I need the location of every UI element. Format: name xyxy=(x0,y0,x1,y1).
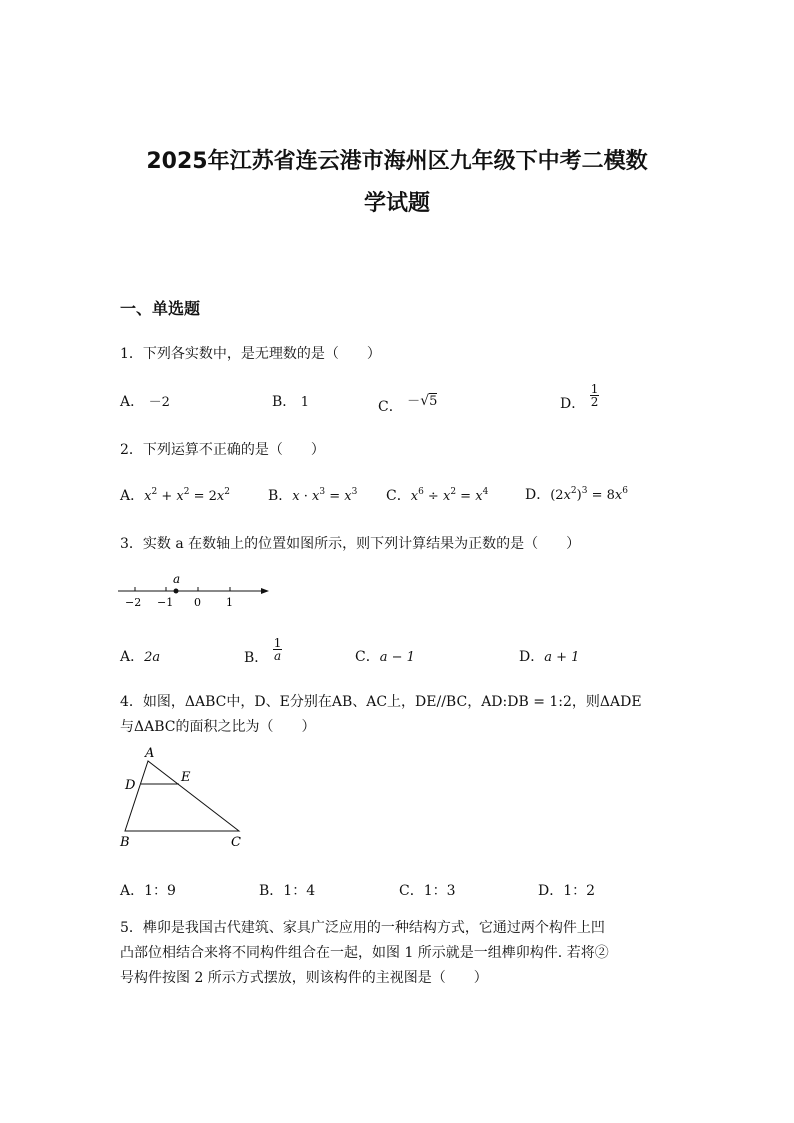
question-5-line3: 号构件按图 2 所示方式摆放，则该构件的主视图是（ ） xyxy=(120,970,488,986)
triangle-figure xyxy=(115,742,255,850)
option-prefix: － xyxy=(407,394,421,409)
arrow-icon xyxy=(261,588,269,594)
question-5-line1: 5．榫卯是我国古代建筑、家具广泛应用的一种结构方式，它通过两个构件上凹 xyxy=(120,920,605,936)
q2-option-d[interactable] xyxy=(525,484,628,504)
q4-option-a[interactable]: A．1：9 xyxy=(120,883,176,899)
numerator: 1 xyxy=(273,636,282,650)
number-line-figure xyxy=(115,570,275,612)
vertex-b-label: B xyxy=(120,835,130,850)
option-label: D． xyxy=(519,649,545,665)
option-value: 1 xyxy=(300,395,310,410)
vertex-c-label: C xyxy=(231,835,241,850)
option-label: D． xyxy=(560,395,586,412)
option-label: C． xyxy=(386,488,411,504)
q2-option-c[interactable] xyxy=(386,485,488,505)
q2-option-b[interactable] xyxy=(268,485,357,505)
tick-label: −2 xyxy=(125,596,142,609)
option-label: B． xyxy=(268,488,293,504)
q1-option-c[interactable] xyxy=(378,390,438,415)
page-title-line2: 学试题 xyxy=(363,191,430,216)
tick-label: −1 xyxy=(157,596,174,609)
option-value: a + 1 xyxy=(544,650,580,665)
q1-option-a[interactable] xyxy=(120,391,170,411)
radicand: 5 xyxy=(429,394,438,409)
point-a-label: a xyxy=(173,572,181,586)
expression: $x^6 \div x^2 = x^4$ xyxy=(410,487,489,504)
numerator: 1 xyxy=(590,382,599,396)
q4-option-c[interactable]: C．1：3 xyxy=(399,883,456,899)
expression: $(2x^2)^3 = 8x^6$ xyxy=(550,486,628,503)
q2-option-a[interactable] xyxy=(120,485,230,505)
q1-option-b[interactable] xyxy=(272,391,309,411)
tick-label: 0 xyxy=(194,596,201,609)
q4-option-b[interactable]: B．1：4 xyxy=(259,883,316,899)
question-2-text: 2．下列运算不正确的是（ ） xyxy=(120,442,325,458)
question-5-line2: 凸部位相结合来将不同构件组合在一起，如图 1 所示就是一组榫卯构件. 若将② xyxy=(120,945,609,961)
point-d-label: D xyxy=(125,778,136,793)
expression: $x^2 + x^2 = 2x^2$ xyxy=(144,487,230,504)
option-label: C． xyxy=(378,399,403,415)
question-4-line2: 与ΔABC的面积之比为（ ） xyxy=(120,719,316,735)
q4-option-d[interactable]: D．1：2 xyxy=(538,883,596,899)
page-title-line1: 2025年江苏省连云港市海州区九年级下中考二模数 xyxy=(146,149,648,174)
expression: $x \cdot x^3 = x^3$ xyxy=(292,487,358,504)
option-label: D． xyxy=(525,487,551,503)
fraction xyxy=(590,383,600,408)
fraction xyxy=(273,637,283,662)
tick-label: 1 xyxy=(226,596,233,609)
option-label: A． xyxy=(120,394,145,410)
q3-option-c[interactable] xyxy=(355,646,415,666)
q1-option-d[interactable] xyxy=(560,382,599,412)
option-label: C． xyxy=(355,649,380,665)
denominator: 2 xyxy=(590,395,599,409)
q3-option-d[interactable] xyxy=(519,646,579,666)
question-4-line1: 4．如图，ΔABC中，D、E分别在AB、AC上，DE//BC，AD:DB = 1:2，则ΔADE xyxy=(120,694,642,710)
denominator: a xyxy=(273,649,282,663)
option-label: A． xyxy=(120,649,145,665)
option-value: 2a xyxy=(144,650,161,665)
question-1-text: 1．下列各实数中，是无理数的是（ ） xyxy=(120,346,381,362)
q3-option-b[interactable] xyxy=(244,636,282,666)
point-a-dot xyxy=(174,589,179,594)
option-label: B． xyxy=(244,649,269,666)
section-heading: 一、单选题 xyxy=(120,299,201,318)
vertex-a-label: A xyxy=(145,746,155,761)
option-value: a − 1 xyxy=(379,650,415,665)
question-3-text: 3．实数 a 在数轴上的位置如图所示，则下列计算结果为正数的是（ ） xyxy=(120,536,581,552)
q3-option-a[interactable] xyxy=(120,646,160,666)
point-e-label: E xyxy=(181,770,191,785)
option-label: B． xyxy=(272,394,297,410)
option-label: A． xyxy=(120,488,145,504)
option-value: －2 xyxy=(148,395,170,410)
sqrt-icon: √ xyxy=(420,393,430,409)
